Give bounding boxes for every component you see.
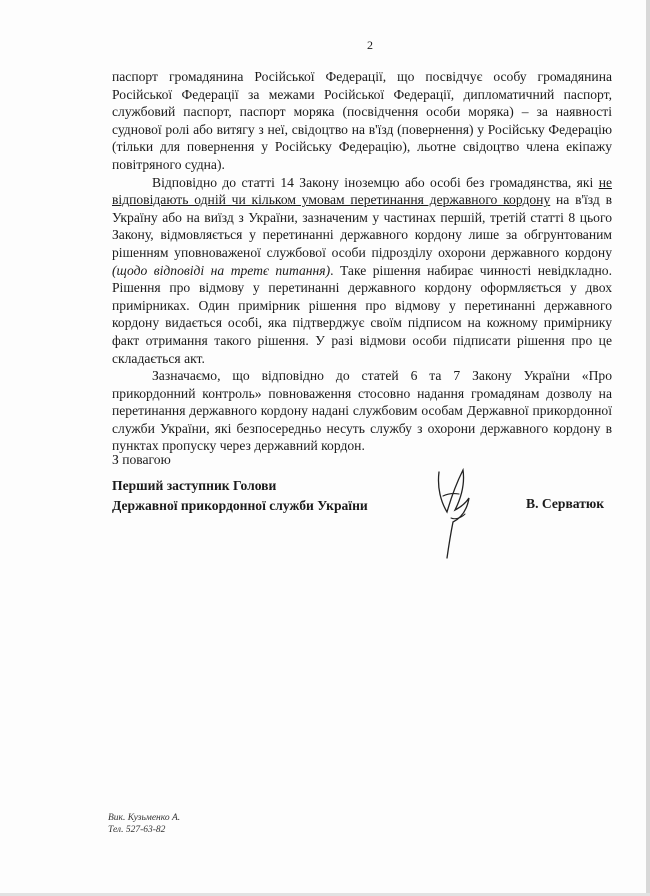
paragraph-article-14 (112, 174, 612, 368)
closing-salutation: З повагою (112, 452, 171, 467)
letter-body (112, 68, 612, 455)
executor-name: Вик. Кузьменко А. (108, 813, 181, 823)
executor-footer (108, 812, 180, 836)
handwritten-signature (425, 458, 485, 568)
signer-title-line: Перший заступник Голови (112, 478, 277, 493)
paragraph-articles-6-7: Зазначаємо, що відповідно до статей 6 та 7 Закону України «Про прикордонний контроль» повноваження стосовно надання громадянам дозволу на перетинання державного кордону надані службовим особам Державної прикордонної служби України, які безпосередньо несуть службу з охорони державного кордону в пунктах пропуску через державний кордон. (112, 368, 612, 454)
paragraph-text: . Таке рішення набирає чинності невідкладно. Рішення про відмову у перетинанні державного кордону оформляється у двох примірниках. Один примірник рішення про відмову у перетинанні державного кордону видається особі, яка підтверджує своїм підписом на кожному примірнику факт отримання такого рішення. У разі відмови особи підписати рішення про це складається акт. (112, 262, 612, 366)
page-number: 2 (367, 38, 373, 52)
italic-note: (щодо відповіді на третє питання) (112, 262, 331, 278)
executor-phone: Тел. 527-63-82 (108, 825, 166, 835)
scan-edge (646, 0, 650, 896)
signer-title-line: Державної прикордонної служби України (112, 498, 368, 513)
paragraph-text: Відповідно до статті 14 Закону іноземцю або особі без громадянства, які (152, 174, 599, 190)
paragraph-passports: паспорт громадянина Російської Федерації, що посвідчує особу громадянина Російської Федерації за межами Російської Федерації, дипломатичний паспорт, службовий паспорт, паспорт моряка (посвідчення особи моряка) – за наявності суднової ролі або витягу з неї, свідоцтво на в'їзд (повернення) у Російську Федерацію (тільки для повернення у Російську Федерацію), льотне свідоцтво члена екіпажу повітряного судна). (112, 69, 612, 172)
paragraph-text: на в'їзд в Україну або на виїзд з України, зазначеним у частинах першій, третій статті 8 цього Закону, відмовляється у перетинанні державного кордону лише за обгрунтованим рішенням уповноваженої службової особи підрозділу охорони державного кордону (112, 192, 613, 260)
signer-name: В. Серватюк (526, 496, 605, 511)
underlined-text: не відповідають одній чи кільком умовам перетинання державного кордону (112, 174, 612, 208)
